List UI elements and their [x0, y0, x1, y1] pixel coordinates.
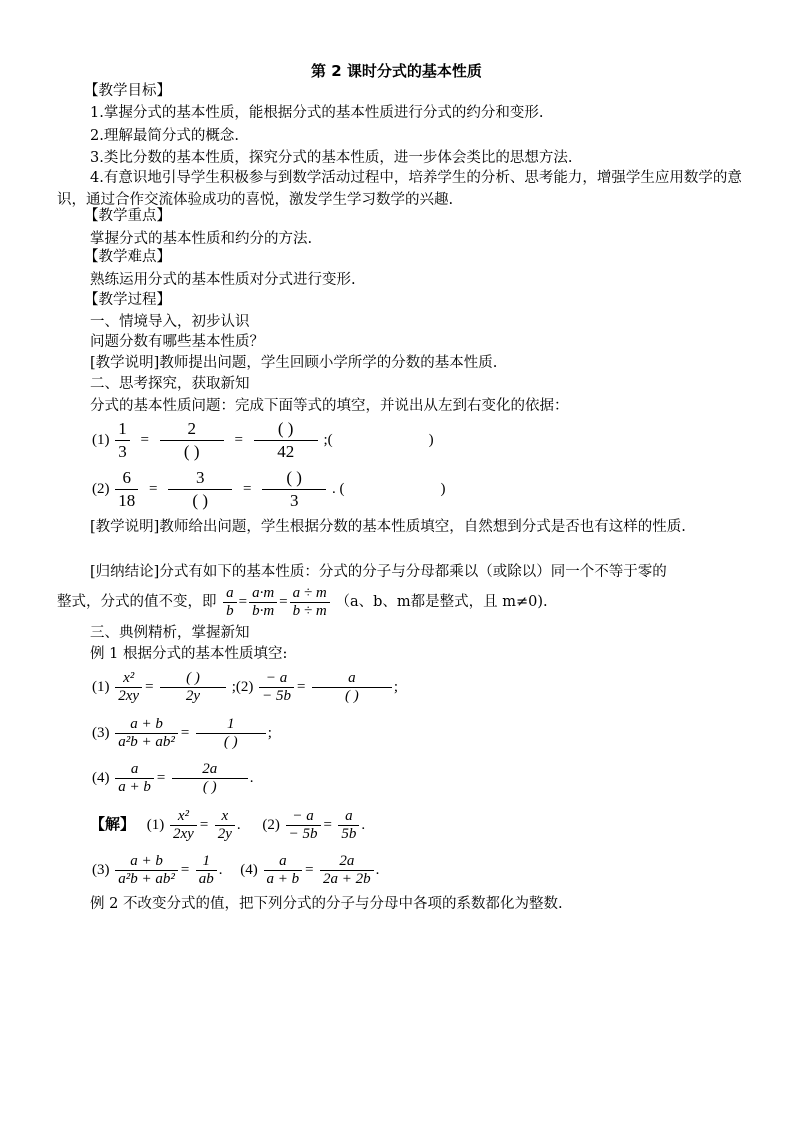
item-label: (3) — [92, 862, 110, 878]
example-1-row-3: (4) $\frac{a}{a + b}$ = $\frac{2a}{( )}$ . — [92, 761, 254, 796]
denominator-blank[interactable]: ( ) — [168, 489, 232, 512]
denominator: b — [223, 602, 237, 620]
solution-row-2: (3) $\frac{a + b}{\text{a²b + ab²}}$ = $\frac{1}{ab}$ . (4) $\frac{a}{a + b}$ = $\frac{2a}{2a + 2b}$ . — [92, 853, 380, 888]
item-label: (4) — [92, 770, 110, 786]
fraction — [115, 670, 142, 705]
exercise-2-label: (2) — [92, 481, 110, 497]
fraction — [264, 853, 303, 888]
conclusion-text: 整式，分式的值不变，即 — [57, 594, 217, 610]
fraction — [215, 808, 235, 843]
denominator: a + b — [115, 778, 154, 796]
conclusion-line-2 — [57, 585, 548, 620]
numerator: a ÷ m — [292, 585, 327, 602]
fraction — [115, 761, 154, 796]
section-2-heading: 二、思考探究，获取新知 — [90, 376, 250, 392]
numerator: x² — [123, 670, 135, 687]
numerator: x — [221, 808, 229, 825]
numerator-blank[interactable]: ( ) — [286, 468, 302, 488]
denominator: 2a + 2b — [320, 870, 374, 888]
fraction — [160, 418, 224, 463]
numerator-blank[interactable]: ( ) — [186, 670, 200, 687]
denominator-blank[interactable]: ( ) — [312, 687, 392, 705]
fraction — [160, 670, 226, 705]
numerator: 6 — [122, 468, 131, 488]
reason-close: ) — [428, 432, 434, 448]
fraction — [170, 808, 197, 843]
numerator: a — [348, 670, 356, 687]
fraction — [320, 853, 374, 888]
denominator-blank[interactable]: ( ) — [172, 778, 248, 796]
fraction — [312, 670, 392, 705]
denominator: 3 — [115, 440, 130, 463]
fraction — [262, 467, 326, 512]
denominator: 5b — [338, 825, 359, 843]
reason-open: ;( — [323, 432, 333, 448]
denominator: 2y — [215, 825, 235, 843]
numerator: a·m — [252, 585, 275, 602]
denominator: a²b + ab² — [115, 733, 178, 751]
fraction — [259, 670, 294, 705]
denominator: 3 — [262, 489, 326, 512]
section-1-question: 问题分数有哪些基本性质？ — [90, 334, 264, 350]
fraction — [290, 585, 330, 620]
denominator: a + b — [264, 870, 303, 888]
fraction — [223, 585, 237, 620]
goal-3: 3.类比分数的基本性质，探究分式的基本性质，进一步体会类比的思想方法. — [90, 150, 573, 166]
property-formula: $\frac{a}{b}$ = $\frac{a\cdot m}{b\cdot m}$ = $\frac{a \div m}{b \div m}$ — [221, 594, 335, 610]
exercise-2: (2) $\frac{6}{18}$ = $\frac{3}{( )}$ = $\frac{( )}{3}$ . ( ) — [92, 468, 446, 511]
goal-4: 4.有意识地引导学生积极参与到数学活动过程中，培养学生的分析、思考能力，增强学生应用数学的意识，通过合作交流体验成功的喜悦，激发学生学习数学的兴趣. — [57, 170, 742, 208]
example-1-row-2: (3) $\frac{a + b}{\text{a²b + ab²}}$ = $\frac{1}{( )}$ ; — [92, 716, 272, 751]
difficulty-text: 熟练运用分式的基本性质对分式进行变形. — [90, 272, 356, 288]
denominator: a²b + ab² — [115, 870, 178, 888]
section-3-heading: 三、典例精析，掌握新知 — [90, 625, 250, 641]
numerator: a — [345, 808, 353, 825]
fraction — [115, 467, 138, 512]
fraction — [286, 808, 321, 843]
example-1-row-1: (1) $\frac{\text{x²}}{2xy}$ = $\frac{( )}{2y}$ ;(2) $\frac{- a}{- 5b}$ = $\frac{a}{( )}$ ; — [92, 670, 399, 705]
denominator: − 5b — [286, 825, 321, 843]
numerator: x² — [177, 808, 189, 825]
item-label: (2) — [262, 817, 280, 833]
numerator: a — [279, 853, 287, 870]
numerator-blank[interactable]: ( ) — [277, 419, 294, 439]
exercise-1: (1) $\frac{1}{3}$ = $\frac{2}{( )}$ = $\frac{( )}{42}$ ;( ) — [92, 419, 434, 462]
denominator: 2xy — [115, 687, 142, 705]
numerator: 2 — [187, 419, 196, 439]
numerator: 2a — [202, 761, 218, 778]
numerator: a + b — [130, 853, 163, 870]
denominator: 2y — [160, 687, 226, 705]
section-2-question: 分式的基本性质问题：完成下面等式的填空，并说出从左到右变化的依据： — [90, 398, 569, 414]
denominator: 42 — [254, 440, 318, 463]
denominator-blank[interactable]: ( ) — [160, 440, 224, 463]
solution-row-1: 【解】 (1) $\frac{\text{x²}}{2xy}$ = $\frac{x}{2y}$ . (2) $\frac{- a}{- 5b}$ = $\frac{a}{5b}$ . — [90, 808, 366, 843]
numerator: a — [130, 761, 139, 778]
numerator: 1 — [118, 419, 127, 439]
fraction — [115, 716, 178, 751]
fraction — [168, 467, 232, 512]
denominator: ab — [196, 870, 217, 888]
fraction — [196, 853, 217, 888]
example-1-prompt: 例 1 根据分式的基本性质填空: — [90, 646, 288, 662]
exercise-1-label: (1) — [92, 432, 110, 448]
numerator: 2a — [339, 853, 355, 870]
key-heading: 【教学重点】 — [84, 208, 171, 224]
section-1-note: [教学说明]教师提出问题，学生回顾小学所学的分数的基本性质. — [90, 355, 498, 371]
item-label: (4) — [240, 862, 258, 878]
item-label: (3) — [92, 725, 110, 741]
numerator: 1 — [227, 716, 235, 733]
difficulty-heading: 【教学难点】 — [84, 249, 171, 265]
key-text: 掌握分式的基本性质和约分的方法. — [90, 231, 313, 247]
section-2-note: [教学说明]教师给出问题，学生根据分数的基本性质填空，自然想到分式是否也有这样的性质. — [90, 519, 686, 535]
goals-heading: 【教学目标】 — [84, 83, 171, 99]
item-label: (1) — [92, 679, 110, 695]
page-title: 第 2 课时分式的基本性质 — [311, 62, 482, 80]
denominator-blank[interactable]: ( ) — [196, 733, 266, 751]
goal-2: 2.理解最简分式的概念. — [90, 128, 239, 144]
fraction — [115, 418, 130, 463]
fraction — [115, 853, 178, 888]
fraction — [254, 418, 318, 463]
numerator: 1 — [202, 853, 210, 870]
reason-open: . ( — [331, 481, 345, 497]
fraction — [249, 585, 277, 620]
item-label: ;(2) — [231, 679, 254, 695]
numerator: 3 — [195, 468, 205, 488]
reason-close: ) — [440, 481, 446, 497]
denominator: 2xy — [170, 825, 197, 843]
goal-1: 1.掌握分式的基本性质，能根据分式的基本性质进行分式的约分和变形. — [90, 105, 544, 121]
denominator: − 5b — [259, 687, 294, 705]
numerator: − a — [292, 808, 314, 825]
numerator: a — [226, 585, 234, 602]
item-label: (1) — [146, 817, 165, 833]
denominator: b·m — [249, 602, 277, 620]
example-2-prompt: 例 2 不改变分式的值，把下列分式的分子与分母中各项的系数都化为整数. — [90, 896, 563, 912]
fraction — [196, 716, 266, 751]
fraction — [338, 808, 359, 843]
conclusion-condition: （a、b、m都是整式，且 m≠0). — [335, 594, 548, 610]
numerator: a + b — [130, 716, 163, 733]
section-1-heading: 一、情境导入，初步认识 — [90, 314, 250, 330]
process-heading: 【教学过程】 — [84, 292, 171, 308]
denominator: b ÷ m — [290, 602, 330, 620]
conclusion-line-1: [归纳结论]分式有如下的基本性质：分式的分子与分母都乘以（或除以）同一个不等于零的 — [90, 564, 667, 580]
denominator: 18 — [115, 489, 138, 512]
numerator: − a — [265, 670, 288, 687]
solution-heading: 【解】 — [90, 815, 136, 833]
fraction — [172, 761, 248, 796]
